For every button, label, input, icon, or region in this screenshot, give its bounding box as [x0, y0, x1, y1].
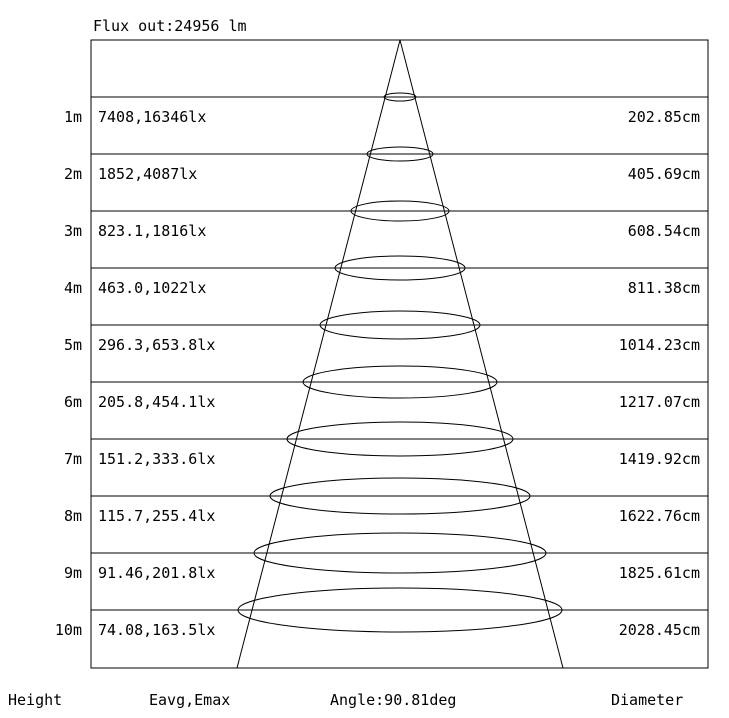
height-label-2m: 2m [63, 165, 82, 183]
flux-out-label: Flux out:24956 lm [93, 17, 247, 35]
eavg-emax-9m: 91.46,201.8lx [98, 564, 216, 582]
eavg-emax-2m: 1852,4087lx [98, 165, 198, 183]
diameter-6m: 1217.07cm [618, 393, 700, 411]
height-label-1m: 1m [63, 108, 82, 126]
diameter-9m: 1825.61cm [618, 564, 700, 582]
diameter-5m: 1014.23cm [618, 336, 700, 354]
eavg-emax-7m: 151.2,333.6lx [98, 450, 216, 468]
footer-diameter-label: Diameter [611, 691, 684, 709]
diameter-4m: 811.38cm [627, 279, 700, 297]
footer-height-label: Height [8, 691, 63, 709]
eavg-emax-8m: 115.7,255.4lx [98, 507, 216, 525]
height-label-8m: 8m [63, 507, 82, 525]
height-label-5m: 5m [63, 336, 82, 354]
eavg-emax-10m: 74.08,163.5lx [98, 621, 216, 639]
diameter-8m: 1622.76cm [618, 507, 700, 525]
diameter-1m: 202.85cm [627, 108, 700, 126]
diameter-7m: 1419.92cm [618, 450, 700, 468]
footer-eavg-emax-label: Eavg,Emax [149, 691, 231, 709]
eavg-emax-1m: 7408,16346lx [98, 108, 207, 126]
eavg-emax-6m: 205.8,454.1lx [98, 393, 216, 411]
eavg-emax-4m: 463.0,1022lx [98, 279, 207, 297]
height-label-6m: 6m [63, 393, 82, 411]
diameter-10m: 2028.45cm [618, 621, 700, 639]
height-label-9m: 9m [63, 564, 82, 582]
height-label-10m: 10m [54, 621, 82, 639]
diameter-2m: 405.69cm [627, 165, 700, 183]
footer-angle-label: Angle:90.81deg [330, 691, 457, 709]
height-label-7m: 7m [63, 450, 82, 468]
diameter-3m: 608.54cm [627, 222, 700, 240]
height-label-3m: 3m [63, 222, 82, 240]
eavg-emax-3m: 823.1,1816lx [98, 222, 207, 240]
eavg-emax-5m: 296.3,653.8lx [98, 336, 216, 354]
height-label-4m: 4m [63, 279, 82, 297]
beam-edge-left [237, 40, 400, 668]
